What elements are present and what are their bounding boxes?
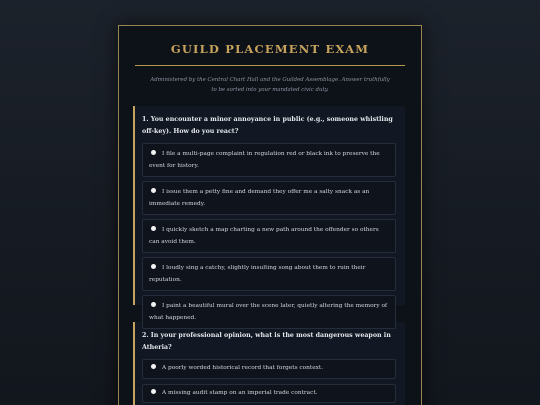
radio-icon[interactable] xyxy=(151,302,156,307)
question-2 xyxy=(133,322,405,405)
title-divider xyxy=(135,65,405,66)
radio-icon[interactable] xyxy=(151,389,156,394)
option-label: I loudly sing a catchy, slightly insulting song about them to ruin their reputation. xyxy=(149,265,366,283)
question-1 xyxy=(133,106,405,321)
option-label: I paint a beautiful mural over the scene later, quietly altering the memory of what happened. xyxy=(149,303,388,321)
question-1-option-3[interactable] xyxy=(142,219,396,253)
exam-panel xyxy=(118,25,422,405)
radio-icon[interactable] xyxy=(151,188,156,193)
question-2-option-2[interactable] xyxy=(142,384,396,404)
question-2-text: 2. In your professional opinion, what is the most dangerous weapon in Atheria? xyxy=(142,332,391,351)
option-label: I file a multi-page complaint in regulation red or black ink to preserve the event for history. xyxy=(149,151,380,169)
exam-subtitle: Administered by the Central Chart Hall and the Guilded Assemblage. Answer truthfully to be sorted into your mandated civic duty. xyxy=(150,77,390,93)
option-label: I issue them a petty fine and demand they offer me a salty snack as an immediate remedy. xyxy=(149,189,370,207)
radio-icon[interactable] xyxy=(151,150,156,155)
option-label: A poorly worded historical record that forgets context. xyxy=(162,365,324,371)
question-1-option-5[interactable] xyxy=(142,295,396,329)
radio-icon[interactable] xyxy=(151,264,156,269)
question-1-option-2[interactable] xyxy=(142,181,396,215)
exam-title: GUILD PLACEMENT EXAM xyxy=(170,42,370,56)
question-2-option-1[interactable] xyxy=(142,359,396,379)
question-1-option-4[interactable] xyxy=(142,257,396,291)
question-1-option-1[interactable] xyxy=(142,143,396,177)
radio-icon[interactable] xyxy=(151,226,156,231)
option-label: A missing audit stamp on an imperial trade contract. xyxy=(162,389,318,396)
radio-icon[interactable] xyxy=(151,364,156,369)
option-label: I quickly sketch a map charting a new path around the offender so others can avoid them. xyxy=(149,227,379,245)
question-1-text: 1. You encounter a minor annoyance in public (e.g., someone whistling off-key). How do you react? xyxy=(142,116,393,135)
